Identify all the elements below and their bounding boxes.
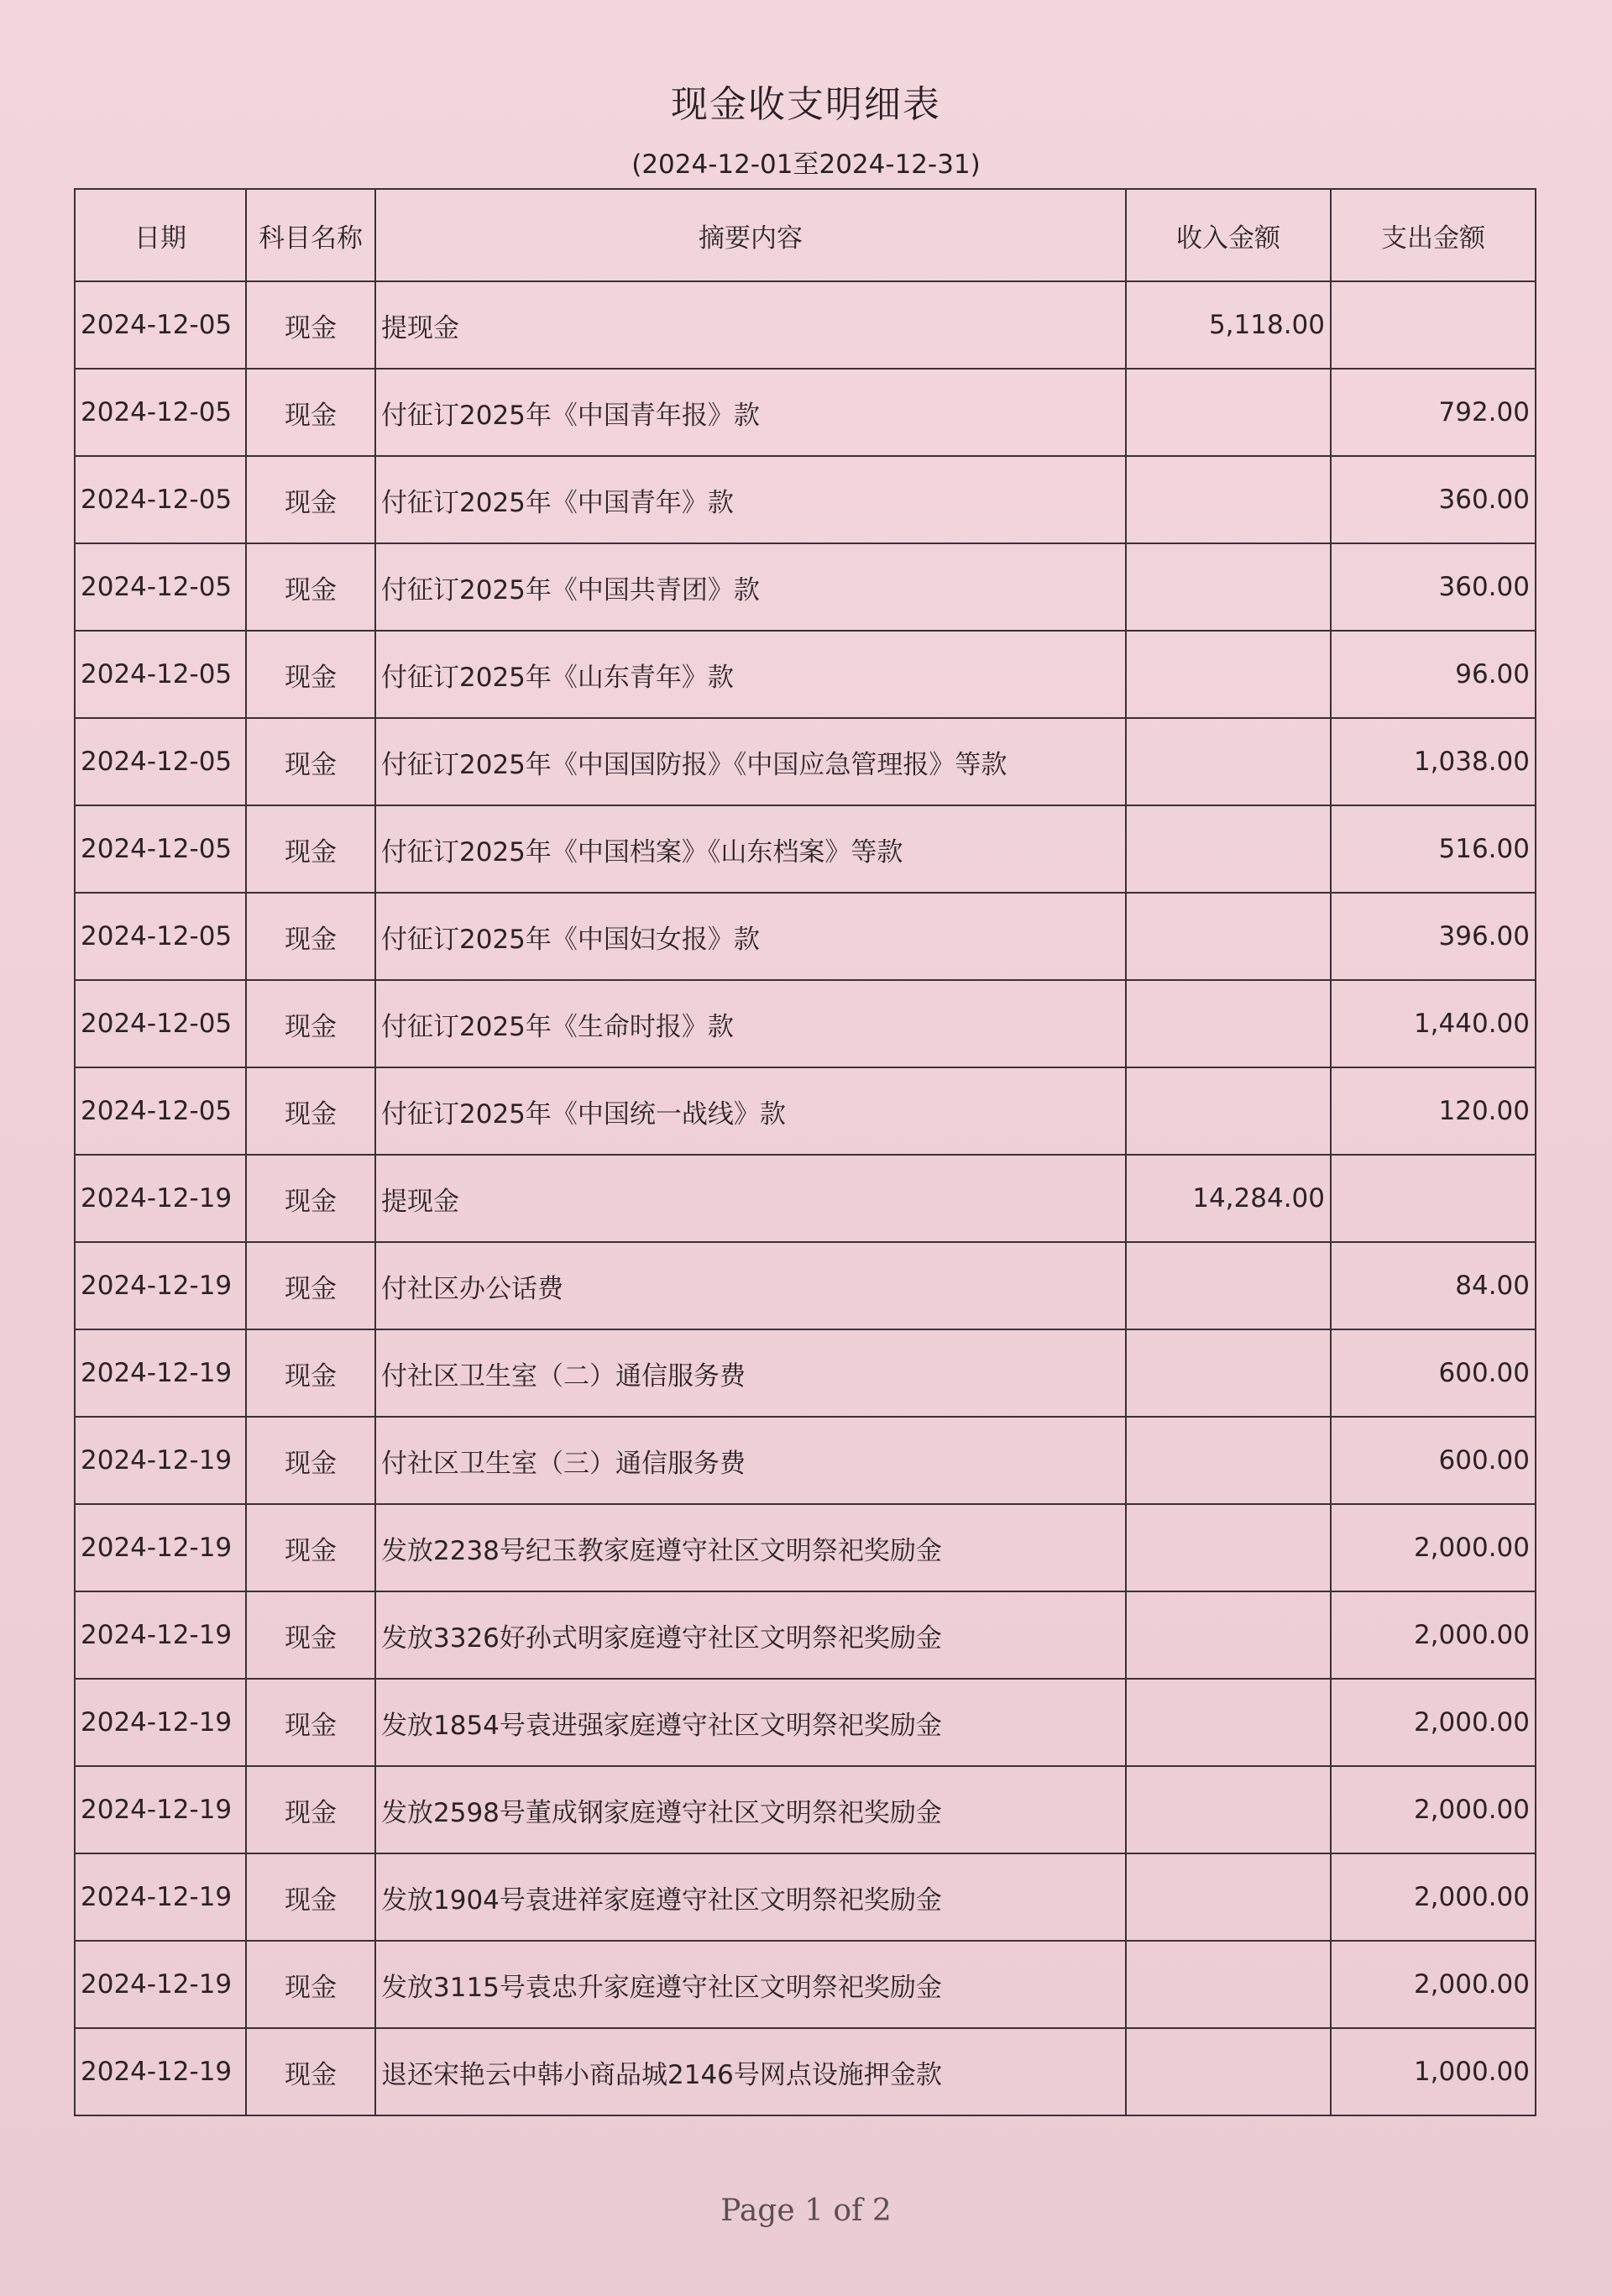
cell-income xyxy=(1126,1591,1331,1679)
cell-account: 现金 xyxy=(246,1155,375,1242)
cell-account: 现金 xyxy=(246,805,375,893)
cash-ledger-table xyxy=(74,188,1536,2116)
cell-summary: 发放1904号袁进祥家庭遵守社区文明祭祀奖励金 xyxy=(375,1853,1126,1941)
date-range: (2024-12-01至2024-12-31) xyxy=(631,149,981,180)
cell-expense xyxy=(1331,281,1536,369)
cell-account: 现金 xyxy=(246,631,375,718)
cell-account: 现金 xyxy=(246,1329,375,1417)
cell-summary: 付征订2025年《中国国防报》《中国应急管理报》等款 xyxy=(375,718,1126,805)
table-row xyxy=(75,1329,1536,1417)
cell-expense: 600.00 xyxy=(1331,1417,1536,1504)
cell-date: 2024-12-19 xyxy=(75,1417,246,1504)
cell-date: 2024-12-05 xyxy=(75,369,246,456)
cell-expense: 2,000.00 xyxy=(1331,1853,1536,1941)
table-row xyxy=(75,893,1536,980)
cell-account: 现金 xyxy=(246,1679,375,1766)
cell-income xyxy=(1126,2028,1331,2115)
cell-date: 2024-12-05 xyxy=(75,631,246,718)
header-date: 日期 xyxy=(75,189,246,281)
table-row xyxy=(75,1941,1536,2028)
cell-summary: 付社区卫生室（三）通信服务费 xyxy=(375,1417,1126,1504)
cell-account: 现金 xyxy=(246,980,375,1067)
cell-summary: 付征订2025年《中国妇女报》款 xyxy=(375,893,1126,980)
cell-summary: 发放2238号纪玉教家庭遵守社区文明祭祀奖励金 xyxy=(375,1504,1126,1591)
cell-account: 现金 xyxy=(246,718,375,805)
cell-expense: 120.00 xyxy=(1331,1067,1536,1155)
cell-account: 现金 xyxy=(246,281,375,369)
cell-income: 14,284.00 xyxy=(1126,1155,1331,1242)
cell-account: 现金 xyxy=(246,1504,375,1591)
page-number: Page 1 of 2 xyxy=(720,2194,892,2228)
table-header-row xyxy=(75,189,1536,281)
header-summary: 摘要内容 xyxy=(375,189,1126,281)
cell-expense: 84.00 xyxy=(1331,1242,1536,1329)
cell-income xyxy=(1126,718,1331,805)
cell-summary: 付征订2025年《中国青年报》款 xyxy=(375,369,1126,456)
table-row xyxy=(75,1591,1536,1679)
cell-account: 现金 xyxy=(246,1853,375,1941)
table-row xyxy=(75,1067,1536,1155)
cell-date: 2024-12-05 xyxy=(75,543,246,631)
table-row xyxy=(75,1504,1536,1591)
cell-expense: 2,000.00 xyxy=(1331,1766,1536,1853)
table-row xyxy=(75,980,1536,1067)
cell-summary: 退还宋艳云中韩小商品城2146号网点设施押金款 xyxy=(375,2028,1126,2115)
table-row xyxy=(75,1679,1536,1766)
cell-summary: 付征订2025年《山东青年》款 xyxy=(375,631,1126,718)
cell-income xyxy=(1126,631,1331,718)
cell-expense: 1,038.00 xyxy=(1331,718,1536,805)
cell-date: 2024-12-05 xyxy=(75,805,246,893)
cell-income: 5,118.00 xyxy=(1126,281,1331,369)
cell-expense: 2,000.00 xyxy=(1331,1591,1536,1679)
table-row xyxy=(75,1853,1536,1941)
cell-date: 2024-12-05 xyxy=(75,1067,246,1155)
cell-account: 现金 xyxy=(246,1941,375,2028)
cell-date: 2024-12-19 xyxy=(75,1329,246,1417)
cell-account: 现金 xyxy=(246,543,375,631)
cell-date: 2024-12-19 xyxy=(75,2028,246,2115)
cell-summary: 提现金 xyxy=(375,1155,1126,1242)
cell-expense: 792.00 xyxy=(1331,369,1536,456)
cell-income xyxy=(1126,1941,1331,2028)
cell-income xyxy=(1126,980,1331,1067)
cell-income xyxy=(1126,1679,1331,1766)
cell-expense xyxy=(1331,1155,1536,1242)
cell-summary: 付征订2025年《中国共青团》款 xyxy=(375,543,1126,631)
cell-date: 2024-12-19 xyxy=(75,1853,246,1941)
table-row xyxy=(75,369,1536,456)
cell-expense: 396.00 xyxy=(1331,893,1536,980)
table-row xyxy=(75,718,1536,805)
cell-account: 现金 xyxy=(246,1591,375,1679)
table-row xyxy=(75,543,1536,631)
cell-income xyxy=(1126,893,1331,980)
cell-expense: 96.00 xyxy=(1331,631,1536,718)
cell-income xyxy=(1126,369,1331,456)
cell-date: 2024-12-05 xyxy=(75,718,246,805)
cell-expense: 2,000.00 xyxy=(1331,1941,1536,2028)
cell-summary: 发放3115号袁忠升家庭遵守社区文明祭祀奖励金 xyxy=(375,1941,1126,2028)
table-row xyxy=(75,281,1536,369)
cell-date: 2024-12-05 xyxy=(75,980,246,1067)
cell-account: 现金 xyxy=(246,2028,375,2115)
cell-date: 2024-12-19 xyxy=(75,1242,246,1329)
table-row xyxy=(75,456,1536,543)
header-income: 收入金额 xyxy=(1126,189,1331,281)
cell-expense: 360.00 xyxy=(1331,456,1536,543)
cell-income xyxy=(1126,1242,1331,1329)
table-row xyxy=(75,2028,1536,2115)
cell-income xyxy=(1126,456,1331,543)
cell-expense: 600.00 xyxy=(1331,1329,1536,1417)
cell-account: 现金 xyxy=(246,1417,375,1504)
cell-date: 2024-12-19 xyxy=(75,1155,246,1242)
cell-expense: 2,000.00 xyxy=(1331,1679,1536,1766)
cell-expense: 1,000.00 xyxy=(1331,2028,1536,2115)
cell-summary: 发放2598号董成钢家庭遵守社区文明祭祀奖励金 xyxy=(375,1766,1126,1853)
cell-expense: 2,000.00 xyxy=(1331,1504,1536,1591)
cell-account: 现金 xyxy=(246,1242,375,1329)
cell-expense: 516.00 xyxy=(1331,805,1536,893)
cell-date: 2024-12-19 xyxy=(75,1504,246,1591)
cell-income xyxy=(1126,1329,1331,1417)
cell-account: 现金 xyxy=(246,456,375,543)
cell-date: 2024-12-19 xyxy=(75,1766,246,1853)
cell-summary: 付征订2025年《中国档案》《山东档案》等款 xyxy=(375,805,1126,893)
cell-account: 现金 xyxy=(246,893,375,980)
cell-account: 现金 xyxy=(246,1766,375,1853)
table-row xyxy=(75,1417,1536,1504)
cell-income xyxy=(1126,543,1331,631)
cell-date: 2024-12-19 xyxy=(75,1941,246,2028)
cell-expense: 1,440.00 xyxy=(1331,980,1536,1067)
cell-income xyxy=(1126,1504,1331,1591)
table-row xyxy=(75,631,1536,718)
cell-date: 2024-12-05 xyxy=(75,893,246,980)
cell-date: 2024-12-05 xyxy=(75,281,246,369)
cell-summary: 付征订2025年《中国青年》款 xyxy=(375,456,1126,543)
cell-summary: 付社区办公话费 xyxy=(375,1242,1126,1329)
cell-account: 现金 xyxy=(246,369,375,456)
cell-summary: 付社区卫生室（二）通信服务费 xyxy=(375,1329,1126,1417)
header-expense: 支出金额 xyxy=(1331,189,1536,281)
cell-income xyxy=(1126,1417,1331,1504)
cell-summary: 发放3326好孙式明家庭遵守社区文明祭祀奖励金 xyxy=(375,1591,1126,1679)
cell-date: 2024-12-05 xyxy=(75,456,246,543)
cell-income xyxy=(1126,1853,1331,1941)
cell-summary: 付征订2025年《中国统一战线》款 xyxy=(375,1067,1126,1155)
cell-income xyxy=(1126,805,1331,893)
cell-summary: 发放1854号袁进强家庭遵守社区文明祭祀奖励金 xyxy=(375,1679,1126,1766)
cell-income xyxy=(1126,1766,1331,1853)
cell-summary: 付征订2025年《生命时报》款 xyxy=(375,980,1126,1067)
header-account: 科目名称 xyxy=(246,189,375,281)
cell-date: 2024-12-19 xyxy=(75,1591,246,1679)
cell-expense: 360.00 xyxy=(1331,543,1536,631)
cell-income xyxy=(1126,1067,1331,1155)
table-row xyxy=(75,805,1536,893)
cell-summary: 提现金 xyxy=(375,281,1126,369)
table-body xyxy=(75,281,1536,2115)
table-row xyxy=(75,1766,1536,1853)
table-row xyxy=(75,1155,1536,1242)
table-row xyxy=(75,1242,1536,1329)
page-title: 现金收支明细表 xyxy=(671,83,941,126)
cell-account: 现金 xyxy=(246,1067,375,1155)
cell-date: 2024-12-19 xyxy=(75,1679,246,1766)
